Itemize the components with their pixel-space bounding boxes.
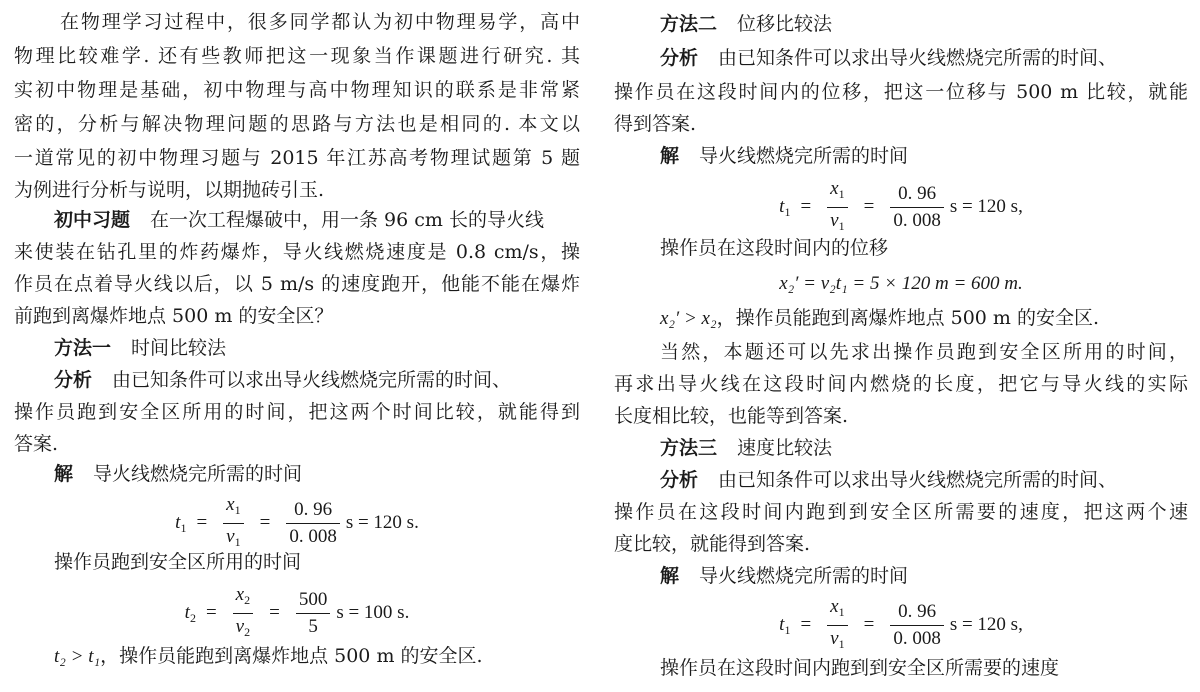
conclusion-line <box>14 640 580 672</box>
solution-line <box>14 458 580 490</box>
fraction <box>827 178 847 237</box>
equation-t2: $t_2$ = $\frac{x_2}{v_2}$ = $\frac{500}{5}$ s = 100 s. <box>14 584 580 643</box>
analysis-line: 得到答案. <box>614 113 697 135</box>
eq-lhs-sub: 2 <box>189 610 196 625</box>
eq-lhs: t <box>184 601 190 623</box>
left-column <box>14 0 580 692</box>
denominator-symbol: v <box>235 616 245 637</box>
equation-t1-again: $t_1$ = $\frac{x_1}{v_1}$ = $\frac{0. 96}{0. 008}$ s = 120 s, <box>614 596 1188 655</box>
solution-label: 解 <box>54 463 74 485</box>
method-label: 方法二 <box>660 13 718 35</box>
numerator-symbol: x <box>235 584 245 605</box>
denominator-sub: 1 <box>234 535 241 549</box>
numerator-symbol: x <box>830 596 839 617</box>
method-label: 方法一 <box>54 337 112 359</box>
compare-math: x₂′ > x₂ <box>660 308 717 329</box>
remark-line: 再求出导火线在这段时间内燃烧的长度，把它与导火线的实际 <box>614 373 1188 395</box>
denominator-value: 5 <box>308 616 318 637</box>
method-name: 时间比较法 <box>131 337 227 359</box>
solution-text: 导火线燃烧完所需的时间 <box>93 463 303 485</box>
eq-lhs-sub: 1 <box>784 622 791 637</box>
analysis-line <box>14 364 580 396</box>
method-name: 位移比较法 <box>737 13 833 35</box>
analysis-line <box>614 42 1188 74</box>
equation-t1: $t_1$ = $\frac{x_1}{v_1}$ = $\frac{0. 96}{0. 008}$ s = 120 s, <box>614 178 1188 237</box>
numerator-symbol: x <box>830 178 839 199</box>
problem-line <box>14 204 580 236</box>
equation-x2: x₂′ = v₂t₁ = 5 × 120 m = 600 m. <box>779 273 1023 294</box>
fraction <box>223 494 243 553</box>
eq-lhs-sub: 1 <box>784 204 791 219</box>
denominator-sub: 2 <box>244 625 251 639</box>
numerator-sub: 2 <box>244 593 251 607</box>
analysis3-line: 操作员在这段时间内跑到到安全区所需要的速度，把这两个速 <box>614 501 1188 523</box>
intro-line: 密的，分析与解决物理问题的思路与方法也是相同的. 本文以 <box>14 113 580 135</box>
remark-line: 长度相比较，也能等到答案. <box>614 405 849 427</box>
numerator-sub: 1 <box>234 503 241 517</box>
denominator-sub: 1 <box>838 637 845 651</box>
compare-text: ，操作员能跑到离爆炸地点 500 m 的安全区. <box>716 307 1100 329</box>
denominator-sub: 1 <box>838 219 845 233</box>
method-label: 方法三 <box>660 437 718 459</box>
analysis-text: 由已知条件可以求出导火线燃烧完所需的时间、 <box>718 47 1118 69</box>
analysis-text: 由已知条件可以求出导火线燃烧完所需的时间、 <box>112 369 512 391</box>
numerator-value: 500 <box>296 589 331 614</box>
fraction <box>233 584 253 643</box>
solution-text: 导火线燃烧完所需的时间 <box>699 145 909 167</box>
denominator-value: 0. 008 <box>893 628 941 649</box>
solution-line <box>614 140 1188 172</box>
eq-result: s = 120 s, <box>949 613 1023 635</box>
problem-text: 在一次工程爆破中，用一条 96 cm 长的导火线 <box>150 209 544 231</box>
fraction <box>827 596 847 655</box>
eq-lhs: t <box>779 195 785 217</box>
eq-lhs: t <box>779 613 785 635</box>
solution-label: 解 <box>660 565 680 587</box>
problem-line: 作员在点着导火线以后，以 5 m/s 的速度跑开，他能不能在爆炸 <box>14 273 580 295</box>
intro-line: 实初中物理是基础，初中物理与高中物理知识的联系是非常紧 <box>14 79 580 101</box>
fraction-values <box>286 499 340 548</box>
compare-line <box>614 302 1188 334</box>
analysis-line: 操作员跑到安全区所用的时间，把这两个时间比较，就能得到 <box>14 401 580 423</box>
analysis-text: 由已知条件可以求出导火线燃烧完所需的时间、 <box>718 469 1118 491</box>
numerator-value: 0. 96 <box>890 183 944 208</box>
problem-line: 来使装在钻孔里的炸药爆炸，导火线燃烧速度是 0.8 cm/s，操 <box>14 241 580 263</box>
intro-line: 在物理学习过程中，很多同学都认为初中物理易学，高中 <box>60 11 580 33</box>
analysis-label: 分析 <box>660 47 699 69</box>
text-line: 操作员跑到安全区所用的时间 <box>54 551 302 573</box>
eq-result: s = 120 s, <box>949 195 1023 217</box>
analysis-label: 分析 <box>54 369 93 391</box>
denominator-symbol: v <box>830 210 839 231</box>
text-line: 操作员在这段时间内的位移 <box>660 237 889 259</box>
conclusion-text: ，操作员能跑到离爆炸地点 500 m 的安全区. <box>100 645 483 667</box>
analysis-line: 操作员在这段时间内的位移，把这一位移与 500 m 比较，就能 <box>614 81 1188 103</box>
numerator-sub: 1 <box>838 187 845 201</box>
solution3-line <box>614 560 1188 592</box>
equation-t1: $t_1$ = $\frac{x_1}{v_1}$ = $\frac{0. 96}{0. 008}$ s = 120 s. <box>14 494 580 553</box>
analysis3-line: 度比较，就能得到答案. <box>614 533 811 555</box>
analysis-line: 答案. <box>14 433 59 455</box>
solution-text: 导火线燃烧完所需的时间 <box>699 565 909 587</box>
fraction-values <box>890 183 944 232</box>
intro-line: 物理比较难学. 还有些教师把这一现象当作课题进行研究. 其 <box>14 45 580 67</box>
conclusion-math: t₂ > t₁ <box>54 646 101 667</box>
text-line: 操作员在这段时间内跑到到安全区所需要的速度 <box>660 657 1060 679</box>
denominator-value: 0. 008 <box>893 210 941 231</box>
method-heading <box>14 332 580 364</box>
intro-line: 为例进行分析与说明，以期抛砖引玉. <box>14 179 325 201</box>
denominator-symbol: v <box>226 526 235 547</box>
right-column <box>614 0 1188 692</box>
intro-line: 一道常见的初中物理习题与 2015 年江苏高考物理试题第 5 题 <box>14 147 580 169</box>
numerator-symbol: x <box>226 494 235 515</box>
analysis-label: 分析 <box>660 469 699 491</box>
numerator-sub: 1 <box>838 605 845 619</box>
solution-label: 解 <box>660 145 680 167</box>
numerator-value: 0. 96 <box>890 601 944 626</box>
fraction-values <box>296 589 331 638</box>
numerator-value: 0. 96 <box>286 499 340 524</box>
remark-line: 当然，本题还可以先求出操作员跑到安全区所用的时间， <box>660 341 1188 363</box>
denominator-value: 0. 008 <box>289 526 337 547</box>
eq-result: s = 120 s. <box>345 511 419 533</box>
method-heading <box>614 8 1188 40</box>
eq-result: s = 100 s. <box>336 601 410 623</box>
analysis3-line <box>614 464 1188 496</box>
method-name: 速度比较法 <box>737 437 833 459</box>
eq-lhs: t <box>175 511 181 533</box>
method3-heading <box>614 432 1188 464</box>
denominator-symbol: v <box>830 628 839 649</box>
fraction-values <box>890 601 944 650</box>
eq-lhs-sub: 1 <box>180 520 187 535</box>
problem-line: 前跑到离爆炸地点 500 m 的安全区？ <box>14 305 334 327</box>
problem-label: 初中习题 <box>54 209 131 231</box>
